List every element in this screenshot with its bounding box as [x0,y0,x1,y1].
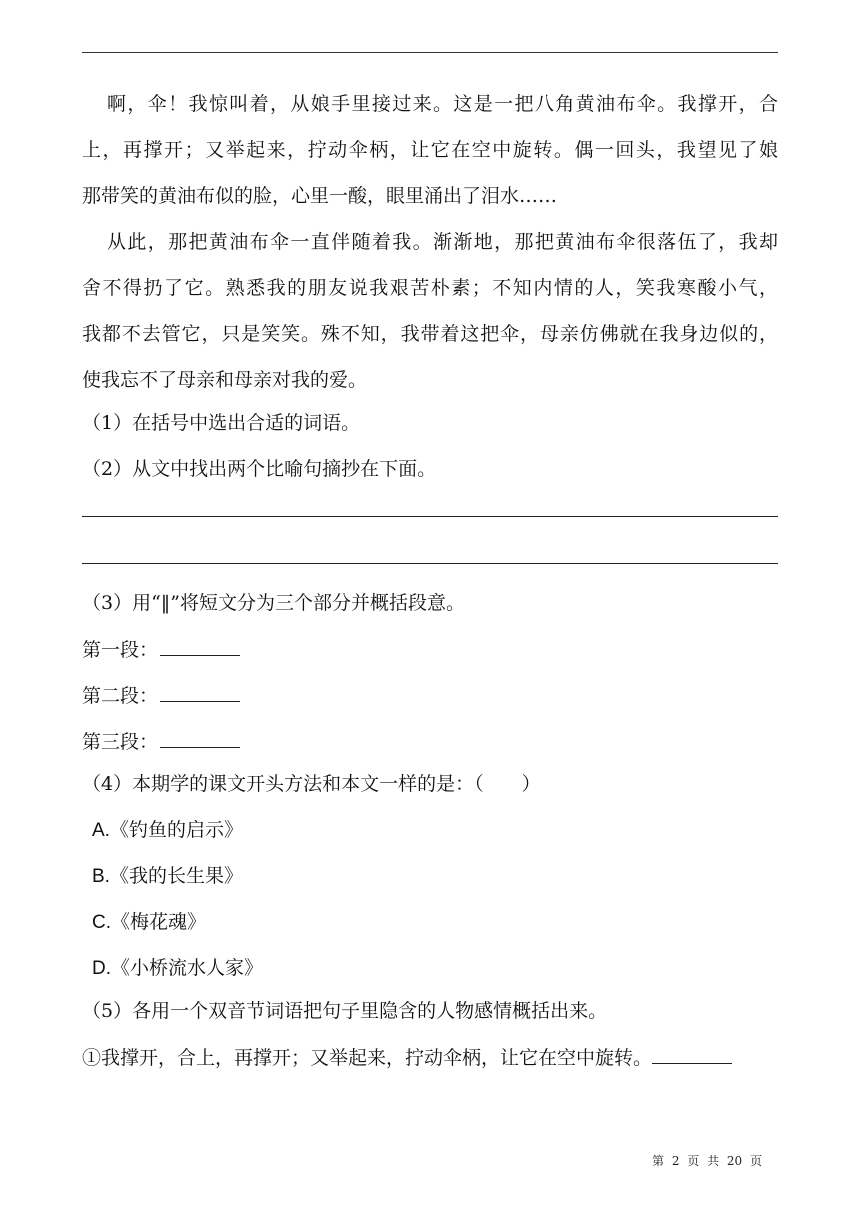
passage-p2-line-2: 舍不得扔了它。熟悉我的朋友说我艰苦朴素；不知内情的人，笑我寒酸小气， [82,277,778,299]
segment-3-blank[interactable] [160,729,240,748]
option-b-letter: B. [92,866,110,887]
segment-1-blank[interactable] [160,637,240,656]
segment-2-row [82,683,778,708]
question-2: （2）从文中找出两个比喻句摘抄在下面。 [82,458,437,480]
segment-3-row [82,729,778,754]
option-c-text: 《梅花魂》 [111,911,207,933]
question-5-item-1-row [82,1045,778,1070]
passage-p1-line-3: 那带笑的黄油布似的脸，心里一酸，眼里涌出了泪水…… [82,185,558,207]
answer-line-1[interactable] [82,516,778,517]
segment-1-label: 第一段： [82,639,159,661]
passage-p2-line-3: 我都不去管它，只是笑笑。殊不知，我带着这把伞，母亲仿佛就在我身边似的， [82,323,778,345]
passage-p2-line-1: 从此，那把黄油布伞一直伴随着我。渐渐地，那把黄油布伞很落伍了，我却 [107,231,778,253]
passage-p2-line-4: 使我忘不了母亲和母亲对我的爱。 [82,369,368,391]
question-5-item-1: ①我撑开，合上，再撑开；又举起来，拧动伞柄，让它在空中旋转。 [82,1047,653,1069]
segment-1-row [82,637,778,662]
question-5: （5）各用一个双音节词语把句子里隐含的人物感情概括出来。 [82,1000,608,1022]
passage-p1-line-2: 上，再撑开；又举起来，拧动伞柄，让它在空中旋转。偶一回头，我望见了娘 [82,139,778,161]
header-rule [82,52,778,53]
question-1: （1）在括号中选出合适的词语。 [82,412,361,434]
question-4: （4）本期学的课文开头方法和本文一样的是：（ ） [82,773,541,795]
option-a[interactable] [92,818,788,843]
option-b-text: 《我的长生果》 [109,865,243,887]
option-a-letter: A. [92,820,110,841]
question-3: （3）用“‖”将短文分为三个部分并概括段意。 [82,592,466,614]
segment-3-label: 第三段： [82,731,159,753]
answer-line-2[interactable] [82,563,778,564]
page-number: 第 2 页 共 20 页 [652,1154,762,1168]
option-d-letter: D. [92,958,111,979]
option-b[interactable] [92,864,788,889]
option-a-text: 《钓鱼的启示》 [109,819,243,841]
option-c[interactable] [92,910,788,935]
option-c-letter: C. [92,912,111,933]
option-d-text: 《小桥流水人家》 [111,957,264,979]
passage-p1-line-1: 啊，伞！我惊叫着，从娘手里接过来。这是一把八角黄油布伞。我撑开，合 [107,93,778,115]
segment-2-label: 第二段： [82,685,159,707]
question-5-item-1-blank[interactable] [652,1045,732,1064]
segment-2-blank[interactable] [160,683,240,702]
option-d[interactable] [92,956,788,981]
